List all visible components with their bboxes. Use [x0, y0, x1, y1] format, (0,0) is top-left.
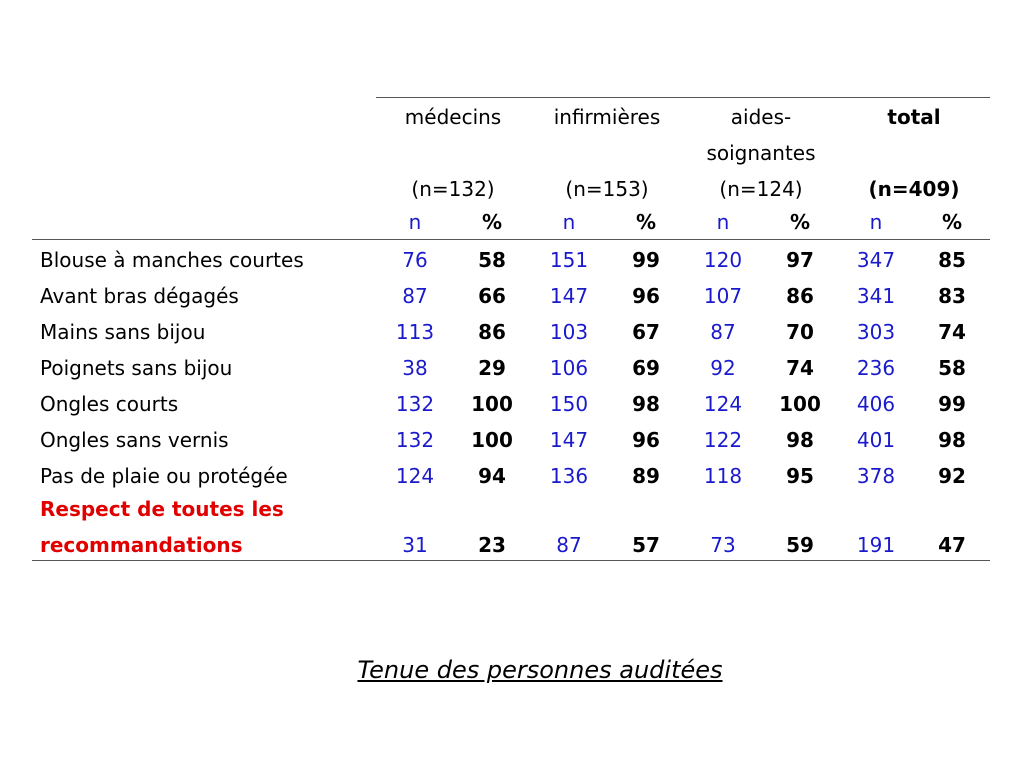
table-cell-n: 136	[549, 464, 589, 488]
table-cell-n: 236	[856, 356, 896, 380]
row-label: Ongles sans vernis	[40, 428, 229, 452]
table-cell-n: 122	[703, 428, 743, 452]
table-cell-n: 113	[395, 320, 435, 344]
table-cell-n: 76	[402, 248, 428, 272]
table-cell-pct: 29	[478, 356, 506, 380]
table-cell-n: 347	[856, 248, 896, 272]
header-aides: aides-	[730, 105, 792, 129]
table-cell-pct: 100	[471, 392, 513, 416]
header-medecins-count: (n=132)	[411, 177, 495, 201]
table-cell-pct: 69	[632, 356, 660, 380]
header-infirmieres-count: (n=153)	[565, 177, 649, 201]
table-cell-pct: 95	[786, 464, 814, 488]
table-cell-pct: 96	[632, 428, 660, 452]
header-medecins: médecins	[404, 105, 502, 129]
table-cell-pct: 99	[632, 248, 660, 272]
table-cell-n: 124	[703, 392, 743, 416]
table-cell-pct: 100	[779, 392, 821, 416]
table-cell-pct: 89	[632, 464, 660, 488]
summary-cell-pct: 23	[478, 533, 506, 557]
summary-label-line2: recommandations	[40, 533, 243, 557]
table-cell-n: 406	[856, 392, 896, 416]
header-infirmieres: infirmières	[553, 105, 661, 129]
table-cell-pct: 70	[786, 320, 814, 344]
summary-cell-pct: 57	[632, 533, 660, 557]
subheader-pct: %	[635, 210, 657, 234]
table-cell-n: 118	[703, 464, 743, 488]
table-cell-pct: 83	[938, 284, 966, 308]
table-cell-n: 120	[703, 248, 743, 272]
subheader-n: n	[562, 210, 576, 234]
table-cell-pct: 74	[938, 320, 966, 344]
summary-label-line1: Respect de toutes les	[40, 497, 284, 521]
row-label: Pas de plaie ou protégée	[40, 464, 288, 488]
table-cell-pct: 96	[632, 284, 660, 308]
table-cell-pct: 86	[478, 320, 506, 344]
header-rule	[32, 239, 990, 240]
row-label: Blouse à manches courtes	[40, 248, 304, 272]
top-rule	[376, 97, 990, 98]
table-cell-pct: 67	[632, 320, 660, 344]
table-cell-n: 147	[549, 428, 589, 452]
table-cell-n: 150	[549, 392, 589, 416]
table-cell-pct: 98	[938, 428, 966, 452]
header-total-count: (n=409)	[868, 177, 960, 201]
row-label: Mains sans bijou	[40, 320, 206, 344]
summary-cell-n: 191	[856, 533, 896, 557]
header-aides-count: (n=124)	[719, 177, 803, 201]
table-cell-n: 378	[856, 464, 896, 488]
summary-cell-n: 87	[556, 533, 582, 557]
table-cell-n: 401	[856, 428, 896, 452]
bottom-rule	[32, 560, 990, 561]
table-cell-n: 87	[710, 320, 736, 344]
table-cell-pct: 99	[938, 392, 966, 416]
table-cell-pct: 58	[938, 356, 966, 380]
table-cell-pct: 92	[938, 464, 966, 488]
slide-caption: Tenue des personnes auditées	[357, 656, 723, 684]
table-cell-n: 92	[710, 356, 736, 380]
table-cell-n: 106	[549, 356, 589, 380]
table-cell-pct: 74	[786, 356, 814, 380]
table-cell-n: 107	[703, 284, 743, 308]
table-cell-n: 341	[856, 284, 896, 308]
summary-cell-pct: 47	[938, 533, 966, 557]
table-cell-pct: 66	[478, 284, 506, 308]
table-cell-n: 38	[402, 356, 428, 380]
table-cell-pct: 98	[786, 428, 814, 452]
table-cell-pct: 86	[786, 284, 814, 308]
row-label: Poignets sans bijou	[40, 356, 233, 380]
subheader-pct: %	[481, 210, 503, 234]
table-cell-pct: 97	[786, 248, 814, 272]
subheader-pct: %	[941, 210, 963, 234]
summary-cell-pct: 59	[786, 533, 814, 557]
table-cell-n: 132	[395, 428, 435, 452]
table-cell-n: 147	[549, 284, 589, 308]
header-total: total	[887, 105, 941, 129]
table-cell-n: 303	[856, 320, 896, 344]
table-cell-pct: 58	[478, 248, 506, 272]
subheader-pct: %	[789, 210, 811, 234]
table-cell-pct: 94	[478, 464, 506, 488]
table-cell-n: 132	[395, 392, 435, 416]
table-cell-pct: 100	[471, 428, 513, 452]
summary-cell-n: 73	[710, 533, 736, 557]
table-cell-n: 151	[549, 248, 589, 272]
subheader-n: n	[716, 210, 730, 234]
summary-cell-n: 31	[402, 533, 428, 557]
table-cell-n: 103	[549, 320, 589, 344]
row-label: Ongles courts	[40, 392, 179, 416]
table-cell-pct: 85	[938, 248, 966, 272]
table-cell-n: 87	[402, 284, 428, 308]
table-cell-pct: 98	[632, 392, 660, 416]
subheader-n: n	[408, 210, 422, 234]
header-aides-line2: soignantes	[706, 141, 816, 165]
row-label: Avant bras dégagés	[40, 284, 239, 308]
table-cell-n: 124	[395, 464, 435, 488]
subheader-n: n	[869, 210, 883, 234]
